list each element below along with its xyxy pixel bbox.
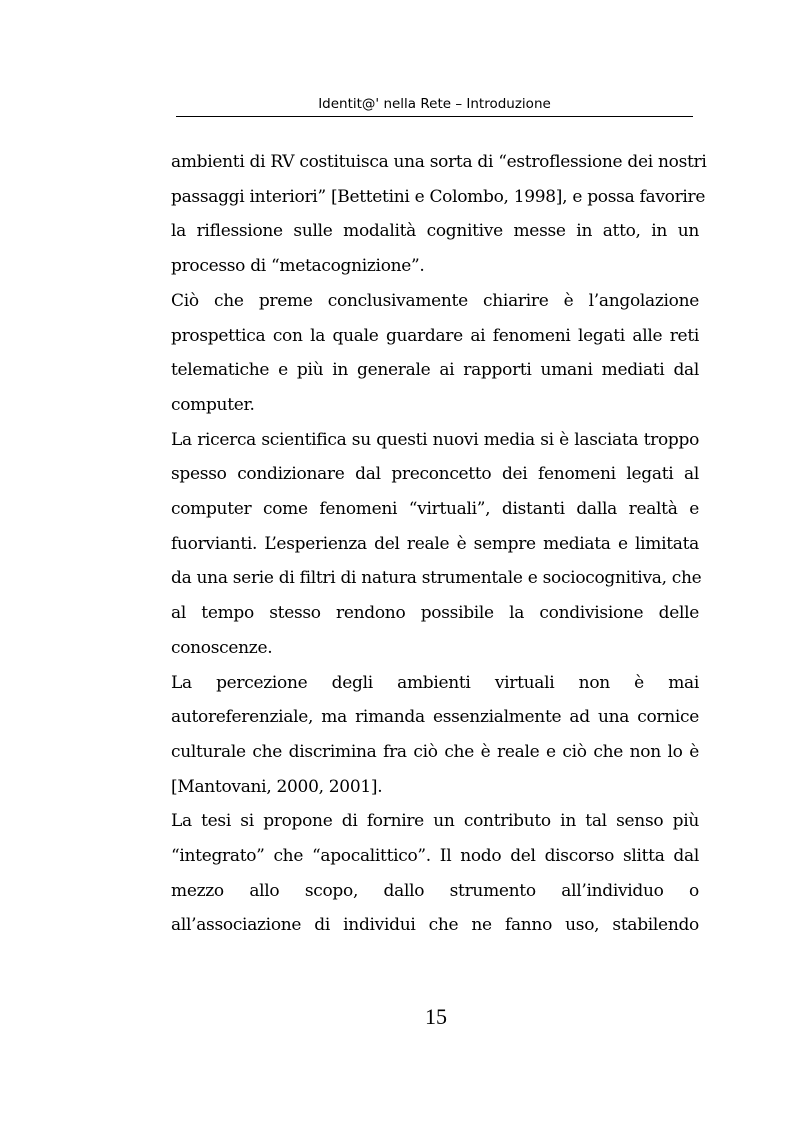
text-line: passaggi interiori” [Bettetini e Colombo, 1998], e possa favorire [171, 186, 706, 207]
text-line: da una serie di filtri di natura strumentale e sociocognitiva, che [171, 568, 702, 589]
paragraph-1 [171, 145, 707, 284]
text-line: all’associazione di individui che ne fanno uso, stabilendo [171, 915, 699, 936]
text-line: spesso condizionare dal preconcetto dei fenomeni legati al [171, 464, 699, 485]
paragraph-2 [171, 284, 699, 423]
text-line: prospettica con la quale guardare ai fenomeni legati alle reti [171, 325, 699, 346]
text-line: computer come fenomeni “virtuali”, distanti dalla realtà e [171, 499, 699, 520]
text-line: [Mantovani, 2000, 2001]. [171, 776, 383, 797]
text-line: ambienti di RV costituisca una sorta di “estroflessione dei nostri [171, 152, 707, 172]
paragraph-4 [171, 666, 699, 805]
text-line: processo di “metacognizione”. [171, 256, 425, 277]
text-line: al tempo stesso rendono possibile la condivisione delle [171, 603, 699, 624]
text-line: conoscenze. [171, 637, 273, 658]
text-line: mezzo allo scopo, dallo strumento all’individuo o [171, 880, 699, 901]
paragraph-5 [171, 804, 699, 943]
text-line: computer. [171, 394, 255, 415]
text-line: telematiche e più in generale ai rapporti umani mediati dal [171, 360, 699, 381]
page-number: 15 [425, 1004, 447, 1029]
header-rule [176, 116, 693, 117]
text-line: La ricerca scientifica su questi nuovi media si è lasciata troppo [171, 429, 699, 450]
text-line: La tesi si propone di fornire un contributo in tal senso più [171, 811, 699, 832]
text-line: la riflessione sulle modalità cognitive messe in atto, in un [171, 221, 699, 242]
text-line: autoreferenziale, ma rimanda essenzialmente ad una cornice [171, 707, 699, 728]
running-header: Identit@' nella Rete – Introduzione [318, 96, 551, 112]
paragraph-3 [171, 423, 702, 666]
body-text [171, 145, 707, 943]
text-line: La percezione degli ambienti virtuali non è mai [171, 672, 699, 693]
text-line: fuorvianti. L’esperienza del reale è sempre mediata e limitata [171, 533, 699, 554]
text-line: culturale che discrimina fra ciò che è reale e ciò che non lo è [171, 741, 699, 762]
text-line: “integrato” che “apocalittico”. Il nodo del discorso slitta dal [171, 846, 699, 867]
text-line: Ciò che preme conclusivamente chiarire è l’angolazione [171, 290, 699, 311]
